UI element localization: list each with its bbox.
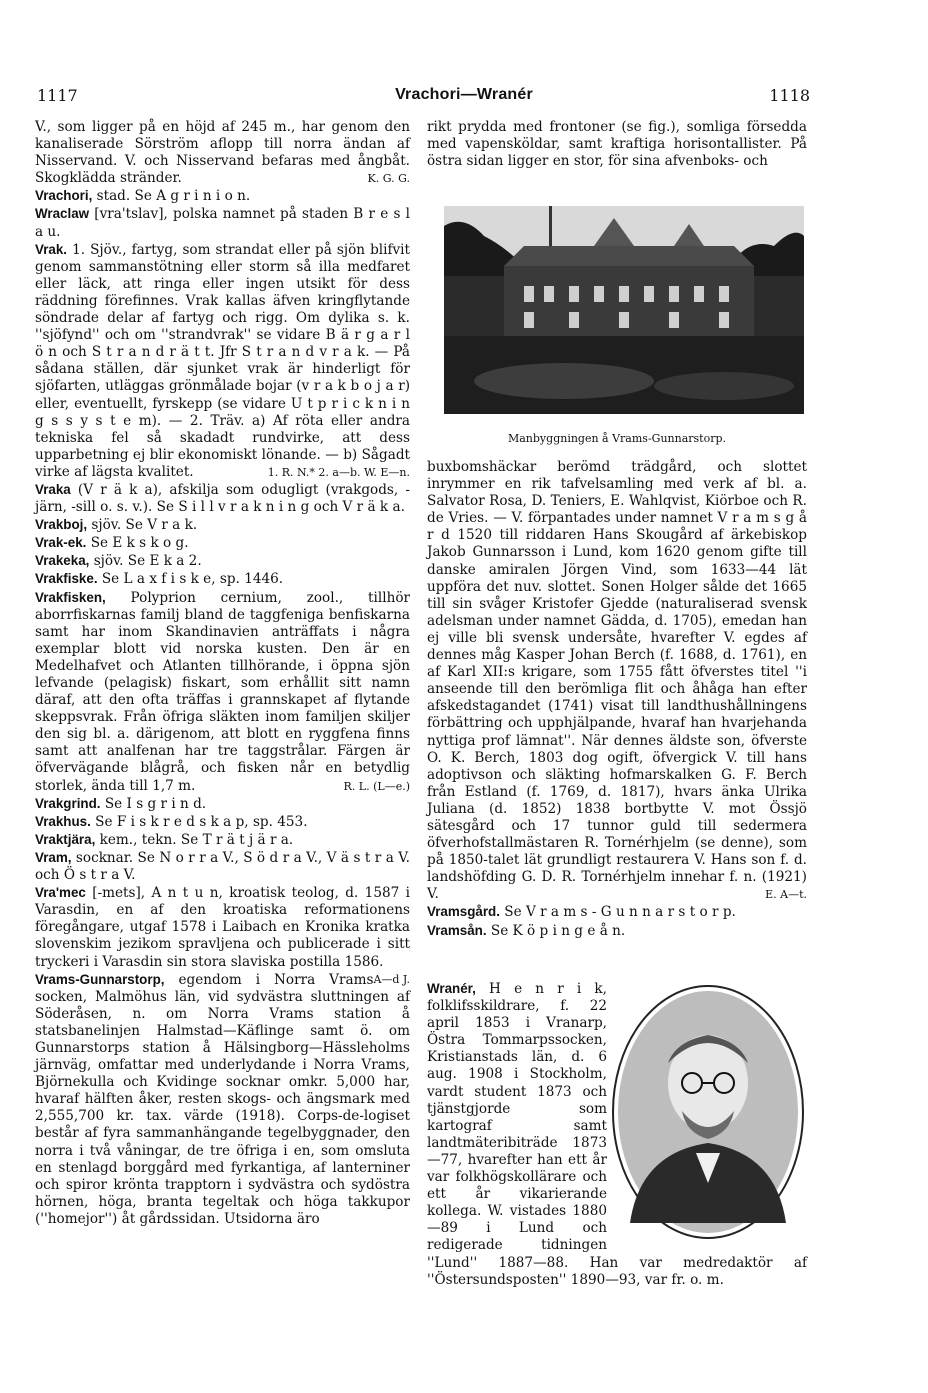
entry-text: kem., tekn. Se T r ä t j ä r a.: [95, 831, 294, 848]
signature: E. A—t.: [765, 888, 807, 902]
entry-text: (V r ä k a), afskilja som odugligt (vrakgods, -järn, -sill o. s. v.). Se S i l l v r a k n i n g och V r ä k a.: [35, 481, 410, 516]
entry-text: Se V r a m s - G u n n a r s t o r p.: [499, 904, 736, 921]
entry: [35, 849, 410, 884]
right-top-text: rikt prydda med frontoner (se fig.), somliga försedda med vapensköldar, samt kraftiga horisontallister. På östra sidan ligger en stor, för sina afvenboks- och: [427, 119, 807, 170]
entry: [35, 516, 410, 534]
entry: [35, 831, 410, 849]
right-column-top: [427, 119, 807, 170]
entry-text: socknar. Se N o r r a V., S ö d r a V., V ä s t r a V. och Ö s t r a V.: [35, 849, 410, 884]
right-column-middle: [427, 459, 807, 940]
entry-text: Se E k s k o g.: [86, 535, 189, 552]
headword: Vrakfisken,: [35, 589, 106, 605]
signature: A—d J.: [373, 972, 410, 986]
entry: [35, 813, 410, 831]
entry-text: H e n r i k, folklifsskildrare, f. 22 april 1853 i Vranarp, Östra Tommarpssocken, Kristianstads län, d. 6 aug. 1908 i Stockholm, vardt student 1873 och tjänstgjorde som kartograf samt landtmäteribiträde 1873—77, hvarefter han ett år var folkhögskollärare och ett år vikarierande kollega. W. vistades 1880—89 i Lund och redigerade tidningen ''Lund'' 1887—88. Han var medredaktör af ''Östersundsposten'' 1890—93, var fr. o. m.: [427, 981, 807, 1288]
headword: Vramsgård.: [427, 904, 500, 920]
right-middle-body: buxbomshäckar berömd trädgård, och slottet inrymmer en rik tafvelsamling med verk af bl. a. Salvator Rosa, D. Teniers, E. Wahlqvist, Kiörboe och R. de Vries. — V. förpantades under namnet V r a m s g å r d 1520 till riddaren Hans Skougård af ärkebiskop Jakob Gunnarsson i Lund, kom 1620 genom gifte till danske amiralen Jörgen Vind, som 1633—44 lät uppföra det nuv. slottet. Sonen Holger sålde det 1665 till sin svåger Kristofer Gjedde (naturaliserad svensk adelsman under namnet Gädda, d. 1705), emedan han ej ville bli svensk undersåte, hvarefter V. egdes af dennes måg Kasper Johan Berch (f. 1688, d. 1761), en af Karl XII:s krigare, som 1755 fått öfverstes titel ''i anseende till den berömliga flit och åhåga han efter afskedstagandet (1741) visat till landthushållningens förbättring och upphjälpande, hvaraf han hvarjehanda nyttiga prof lämnat''. När dennes äldste son, öfverste O. K. Berch, 1803 dog ogift, öfvergick V. till hans adoptivson och släkting hofmarskalken G. F. Berch från Estland (f. 1769, d. 1817), hvars änka Ulrika Juliana (d. 1852) 1838 bortbytte V. mot Össjö sätesgård och 17 tunnor guld till sedermera öfverhofstallmästaren R. Tornérhjelm (se denne), som på 1850-talet lät grundligt restaurera V. Hans son f. d. landshöfding G. D. R. Tornérhjelm innehar f. n. (1921) V.: [427, 459, 807, 903]
entry-text: stad. Se A g r i n i o n.: [92, 188, 251, 205]
page-number-right: 1118: [769, 86, 810, 105]
signature: K. G. G.: [367, 172, 410, 186]
entry: [35, 119, 410, 187]
entry-text: Se K ö p i n g e å n.: [486, 922, 626, 939]
headword: Vra'mec: [35, 885, 86, 901]
headword: Vrakhus.: [35, 813, 91, 829]
right-entries: [427, 903, 807, 939]
entry: [35, 205, 410, 240]
headword: Wraclaw: [35, 206, 90, 222]
entry: [35, 534, 410, 552]
entry: [35, 481, 410, 516]
wraner-entry: [427, 980, 807, 1289]
headword: Wranér,: [427, 981, 476, 996]
headword: Vraka: [35, 481, 71, 497]
headword: Vrakfiske.: [35, 571, 98, 587]
entry-text: sjöv. Se E k a 2.: [89, 553, 202, 570]
signature: R. L. (L—e.): [343, 779, 410, 793]
headword: Vrachori,: [35, 188, 93, 204]
entry-text: egendom i Norra Vrams socken, Malmöhus län, vid sydvästra sluttningen af Söderåsen, n. om Norra Vrams station å statsbanelinjen Halmstad—Käflinge samt ö. om Gunnarstorps station å Hälsingborg—Hässleholms järnväg, omfattar med underlydande i Norra Vrams, Björnekulla och Kvidinge socknar omkr. 5,000 har, hvaraf hälften åker, resten skogs- och ängsmark med 2,555,700 kr. tax. värde (1918). Corps-de-logiset består af fyra sammanhängande tegelbyggnader, den norra i två våningar, de tre öfriga i en, som omsluta en stenlagd borggård med fyrkantiga, af lanterniner och spiror krönta trapptorn i sydvästra och sydöstra hörnen, höga, branta tegeltak och höga takkupor (''homejor'') åt gårdssidan. Utsidorna äro: [35, 971, 410, 1227]
headword: Vraktjära,: [35, 831, 96, 847]
page-number-left: 1117: [37, 86, 78, 105]
manor-house-image: [444, 206, 804, 414]
entry-text: [-mets], A n t u n, kroatisk teolog, d. 1587 i Varasdin, en af den kroatiska reformationens föregångare, utgaf 1578 i Laibach en Kronika kratka slovenskim jezikom spravljena och publicerade i sitt tryckeri i Varasdin sin stora slaviska postilla 1586.: [35, 885, 410, 970]
headword: Vram,: [35, 849, 72, 865]
entry-text: Se I s g r i n d.: [100, 795, 207, 812]
entry: [427, 922, 807, 940]
headword: Vrakboj,: [35, 517, 88, 533]
left-column: [35, 119, 410, 1228]
entry: [427, 903, 807, 921]
entry-text: Se L a x f i s k e, sp. 1446.: [97, 571, 284, 588]
headword: Vrak.: [35, 241, 68, 257]
right-middle-text: [427, 459, 807, 903]
page-title: Vrachori—Wranér: [395, 86, 533, 103]
entry-text: sjöv. Se V r a k.: [87, 517, 198, 534]
entry-text: V., som ligger på en höjd af 245 m., har genom den kanaliserade Sörström aflopp till norra ändan af Nisservand. V. och Nisservand befaras med ångbåt. Skogklädda stränder.: [35, 119, 410, 187]
entry: [35, 570, 410, 588]
headword: Vrams-Gunnarstorp,: [35, 971, 165, 987]
entry-text: Polyprion cernium, zool., tillhör aborrfiskarnas familj bland de taggfeniga benfiskarna samt har inom Skandinavien anträffats i några exemplar blott vid norska kusten. Den är en Medelhafvet och Atlanten tillhörande, i öppna sjön lefvande (pelagisk) fiskart, som erhållit sitt namn däraf, att den ofta träffas i grannskapet af flytande skeppsvrak. Från öfriga släkten inom familjen skiljer den sig bl. a. därigenom, att blott en ryggfena finns samt att analfenan har tre taggstrålar. Färgen är öfvervägande blågrå, och fisken når en betydlig storlek, ända till 1,7 m.: [35, 589, 410, 794]
entry: [35, 187, 410, 205]
entry: [35, 241, 410, 481]
entry-text: Se F i s k r e d s k a p, sp. 453.: [90, 813, 308, 830]
headword: Vrakgrind.: [35, 795, 101, 811]
entry-text: 1. Sjöv., fartyg, som strandat eller på sjön blifvit genom sammanstötning eller storm så illa medfaret eller läck, att ringa eller ingen utsikt för dess räddning förefinnes. Vrak kallas äfven kringflytande söndrade delar af fartyg och rigg. Om dylika s. k. ''sjöfynd'' och om ''strandvrak'' se vidare B ä r g a r l ö n och S t r a n d r ä t t. Jfr S t r a n d v r a k. — På sådana ställen, där sjunket vrak är hinderligt för sjöfarten, utläggas grönmålade bojar (v r a k b o j a r) eller, eventuellt, fyrskepp (se vidare U t p r i c k n i n g s s y s t e m). — 2. Träv. a) Af röta eller andra tekniska fel så skadadt rundvirke, att dess upparbetning ej blir ekonomiskt lönande. — b) Sågadt virke af lägsta kvalitet.: [35, 241, 410, 480]
entry: [35, 552, 410, 570]
entry: [35, 589, 410, 795]
photo-caption: Manbyggningen å Vrams-Gunnarstorp.: [507, 432, 726, 445]
manor-photo: [444, 206, 804, 414]
headword: Vrak-ek.: [35, 535, 87, 551]
signature: 1. R. N.* 2. a—b. W. E—n.: [267, 465, 410, 479]
entry: [35, 795, 410, 813]
entry: [35, 971, 410, 1228]
entry-text: [vra'tslav], polska namnet på staden B r e s l a u.: [35, 206, 410, 240]
headword: Vrakeka,: [35, 553, 90, 569]
headword: Vramsån.: [427, 922, 487, 938]
